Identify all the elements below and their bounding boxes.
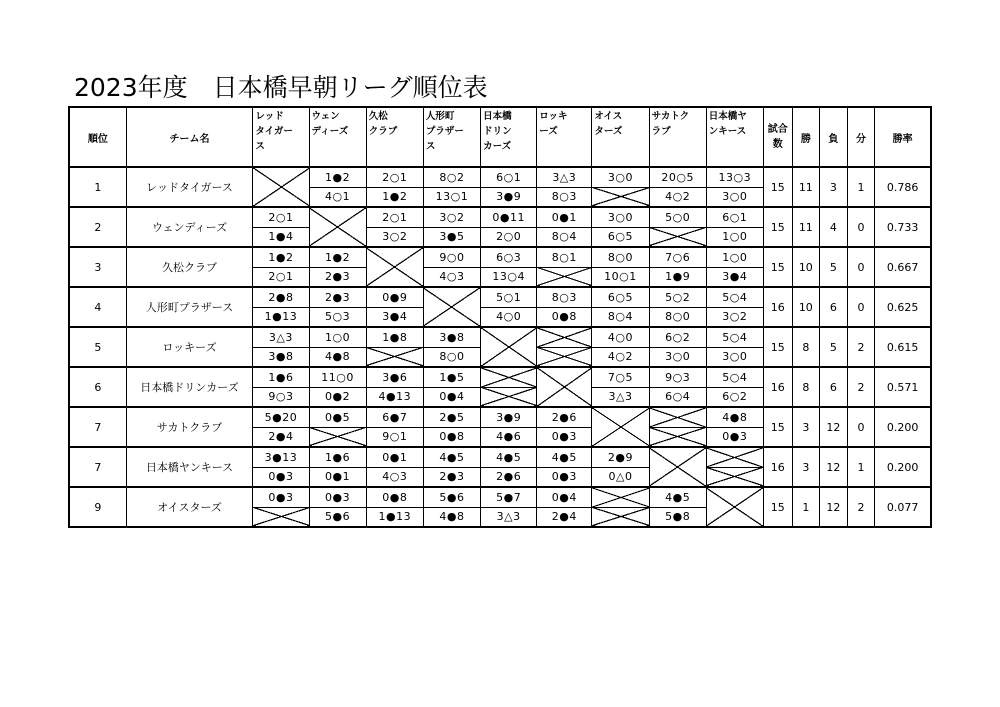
match-result-first: 8○3 (537, 287, 592, 307)
self-match-cell (481, 327, 537, 367)
team-losses: 6 (820, 367, 848, 407)
team-wins: 11 (792, 167, 820, 207)
match-result-second: 4○0 (481, 307, 537, 327)
self-match-cell (592, 407, 649, 447)
match-result-second: 8○4 (537, 227, 592, 247)
header-wins: 勝 (792, 107, 820, 167)
match-result-second: 3●5 (423, 227, 480, 247)
team-rank: 9 (69, 487, 126, 527)
unplayed-match-cell (253, 507, 309, 527)
unplayed-match-cell (481, 367, 537, 387)
team-name: 日本橋ヤンキース (126, 447, 253, 487)
header-games: 試合 数 (763, 107, 792, 167)
match-result-second: 6○5 (592, 227, 649, 247)
team-name: ロッキーズ (126, 327, 253, 367)
match-result-first: 5○4 (706, 287, 763, 307)
unplayed-match-cell (309, 427, 366, 447)
team-games: 15 (763, 207, 792, 247)
match-result-first: 2○1 (253, 207, 309, 227)
team-row-top (69, 287, 931, 307)
header-rank: 順位 (69, 107, 126, 167)
match-result-second: 4○3 (366, 467, 423, 487)
match-result-first: 4●5 (649, 487, 706, 507)
match-result-first: 9○3 (649, 367, 706, 387)
team-losses: 5 (820, 247, 848, 287)
self-match-cell (706, 487, 763, 527)
match-result-first: 0●3 (253, 487, 309, 507)
match-result-second: 3●8 (253, 347, 309, 367)
team-pct: 0.615 (875, 327, 931, 367)
team-draws: 0 (847, 287, 875, 327)
match-result-second: 3△3 (592, 387, 649, 407)
match-result-second: 5●6 (309, 507, 366, 527)
unplayed-match-cell (592, 487, 649, 507)
unplayed-match-cell (649, 427, 706, 447)
match-result-first: 0●5 (309, 407, 366, 427)
team-name: 日本橋ドリンカーズ (126, 367, 253, 407)
self-match-cell (366, 247, 423, 287)
unplayed-match-cell (537, 327, 592, 347)
unplayed-match-cell (649, 407, 706, 427)
team-wins: 8 (792, 367, 820, 407)
team-rank: 7 (69, 447, 126, 487)
self-match-cell (253, 167, 309, 207)
match-result-second: 8○0 (649, 307, 706, 327)
match-result-second: 2●6 (481, 467, 537, 487)
header-opponent-3: 久松 クラブ (366, 107, 423, 167)
team-wins: 1 (792, 487, 820, 527)
match-result-first: 0●8 (366, 487, 423, 507)
match-result-first: 0●3 (309, 487, 366, 507)
header-opponent-4: 人形町 プラザー ス (423, 107, 480, 167)
match-result-second: 3○0 (649, 347, 706, 367)
team-games: 15 (763, 167, 792, 207)
team-pct: 0.786 (875, 167, 931, 207)
team-rank: 4 (69, 287, 126, 327)
match-result-first: 0●1 (366, 447, 423, 467)
match-result-first: 4●5 (481, 447, 537, 467)
team-rank: 7 (69, 407, 126, 447)
match-result-first: 4●8 (706, 407, 763, 427)
match-result-second: 3○2 (366, 227, 423, 247)
match-result-first: 2●5 (423, 407, 480, 427)
team-losses: 6 (820, 287, 848, 327)
match-result-first: 1●2 (253, 247, 309, 267)
team-games: 15 (763, 247, 792, 287)
match-result-first: 1●6 (253, 367, 309, 387)
match-result-first: 3●6 (366, 367, 423, 387)
match-result-first: 6○1 (706, 207, 763, 227)
team-games: 15 (763, 487, 792, 527)
team-name: ウェンディーズ (126, 207, 253, 247)
team-pct: 0.667 (875, 247, 931, 287)
match-result-second: 8○3 (537, 187, 592, 207)
team-draws: 2 (847, 327, 875, 367)
team-wins: 8 (792, 327, 820, 367)
page-title: 2023年度 日本橋早朝リーグ順位表 (74, 73, 488, 102)
self-match-cell (423, 287, 480, 327)
header-opponent-6: ロッキ ーズ (537, 107, 592, 167)
match-result-second: 2●3 (309, 267, 366, 287)
match-result-second: 4○3 (423, 267, 480, 287)
match-result-second: 2●4 (253, 427, 309, 447)
unplayed-match-cell (706, 447, 763, 467)
team-name: 人形町プラザース (126, 287, 253, 327)
match-result-second: 3●9 (481, 187, 537, 207)
match-result-first: 4●5 (423, 447, 480, 467)
team-rank: 3 (69, 247, 126, 287)
match-result-second: 3○0 (706, 187, 763, 207)
match-result-second: 1●2 (366, 187, 423, 207)
match-result-first: 20○5 (649, 167, 706, 187)
match-result-second: 1○0 (706, 227, 763, 247)
match-result-first: 7○6 (649, 247, 706, 267)
team-rank: 6 (69, 367, 126, 407)
team-pct: 0.625 (875, 287, 931, 327)
match-result-first: 3○2 (423, 207, 480, 227)
match-result-first: 3△3 (537, 167, 592, 187)
match-result-first: 0●1 (537, 207, 592, 227)
team-row-top (69, 207, 931, 227)
match-result-first: 8○2 (423, 167, 480, 187)
header-opponent-2: ウェン ディーズ (309, 107, 366, 167)
match-result-first: 9○0 (423, 247, 480, 267)
header-opponent-1: レッド タイガー ス (253, 107, 309, 167)
team-losses: 12 (820, 487, 848, 527)
match-result-first: 6○3 (481, 247, 537, 267)
match-result-second: 2○0 (481, 227, 537, 247)
team-name: サカトクラブ (126, 407, 253, 447)
team-losses: 12 (820, 407, 848, 447)
match-result-first: 2●8 (253, 287, 309, 307)
match-result-second: 0●3 (537, 427, 592, 447)
match-result-second: 0●3 (537, 467, 592, 487)
match-result-first: 0●9 (366, 287, 423, 307)
match-result-first: 1●2 (309, 167, 366, 187)
header-pct: 勝率 (875, 107, 931, 167)
match-result-second: 2●3 (423, 467, 480, 487)
match-result-first: 5○4 (706, 367, 763, 387)
team-losses: 3 (820, 167, 848, 207)
match-result-first: 5○0 (649, 207, 706, 227)
header-opponent-5: 日本橋 ドリン カーズ (481, 107, 537, 167)
self-match-cell (649, 447, 706, 487)
match-result-second: 1●13 (366, 507, 423, 527)
match-result-second: 2○1 (253, 267, 309, 287)
match-result-second: 8○4 (592, 307, 649, 327)
unplayed-match-cell (366, 347, 423, 367)
team-pct: 0.200 (875, 407, 931, 447)
unplayed-match-cell (537, 267, 592, 287)
match-result-first: 4●5 (537, 447, 592, 467)
match-result-first: 4○0 (592, 327, 649, 347)
match-result-second: 8○0 (423, 347, 480, 367)
match-result-first: 3△3 (253, 327, 309, 347)
header-opponent-9: 日本橋ヤ ンキース (706, 107, 763, 167)
team-losses: 5 (820, 327, 848, 367)
team-losses: 12 (820, 447, 848, 487)
match-result-second: 13○1 (423, 187, 480, 207)
match-result-first: 8○0 (592, 247, 649, 267)
team-draws: 0 (847, 407, 875, 447)
match-result-first: 2●3 (309, 287, 366, 307)
match-result-second: 0△0 (592, 467, 649, 487)
match-result-second: 4○2 (592, 347, 649, 367)
match-result-second: 3○2 (706, 307, 763, 327)
team-name: レッドタイガース (126, 167, 253, 207)
team-name: オイスターズ (126, 487, 253, 527)
team-rank: 5 (69, 327, 126, 367)
match-result-second: 0●8 (537, 307, 592, 327)
match-result-first: 1○0 (706, 247, 763, 267)
match-result-second: 2●4 (537, 507, 592, 527)
match-result-first: 6○5 (592, 287, 649, 307)
match-result-first: 3○0 (592, 167, 649, 187)
team-row-top (69, 167, 931, 187)
team-wins: 10 (792, 247, 820, 287)
team-games: 15 (763, 407, 792, 447)
match-result-second: 0●8 (423, 427, 480, 447)
team-row-top (69, 367, 931, 387)
match-result-first: 3●9 (481, 407, 537, 427)
match-result-first: 1●5 (423, 367, 480, 387)
match-result-second: 5○3 (309, 307, 366, 327)
match-result-first: 0●4 (537, 487, 592, 507)
team-pct: 0.571 (875, 367, 931, 407)
match-result-second: 0●4 (423, 387, 480, 407)
match-result-second: 3○0 (706, 347, 763, 367)
team-draws: 1 (847, 167, 875, 207)
match-result-second: 1●13 (253, 307, 309, 327)
team-row-top (69, 407, 931, 427)
match-result-second: 4●8 (423, 507, 480, 527)
match-result-second: 1●4 (253, 227, 309, 247)
match-result-first: 2●9 (592, 447, 649, 467)
match-result-second: 4○2 (649, 187, 706, 207)
team-rank: 2 (69, 207, 126, 247)
match-result-second: 4○1 (309, 187, 366, 207)
match-result-second: 13○4 (481, 267, 537, 287)
match-result-first: 11○0 (309, 367, 366, 387)
team-pct: 0.077 (875, 487, 931, 527)
team-games: 15 (763, 327, 792, 367)
match-result-first: 5●7 (481, 487, 537, 507)
self-match-cell (309, 207, 366, 247)
unplayed-match-cell (537, 347, 592, 367)
match-result-first: 2○1 (366, 207, 423, 227)
team-row-top (69, 447, 931, 467)
team-games: 16 (763, 287, 792, 327)
unplayed-match-cell (649, 227, 706, 247)
match-result-first: 8○1 (537, 247, 592, 267)
match-result-first: 3●13 (253, 447, 309, 467)
team-pct: 0.200 (875, 447, 931, 487)
unplayed-match-cell (592, 187, 649, 207)
match-result-first: 1○0 (309, 327, 366, 347)
header-row (69, 107, 931, 167)
match-result-first: 5●6 (423, 487, 480, 507)
team-row-top (69, 487, 931, 507)
unplayed-match-cell (592, 507, 649, 527)
header-draws: 分 (847, 107, 875, 167)
match-result-first: 1●8 (366, 327, 423, 347)
team-pct: 0.733 (875, 207, 931, 247)
team-wins: 11 (792, 207, 820, 247)
team-name: 久松クラブ (126, 247, 253, 287)
match-result-first: 13○3 (706, 167, 763, 187)
team-draws: 0 (847, 247, 875, 287)
match-result-first: 6○2 (649, 327, 706, 347)
match-result-second: 9○3 (253, 387, 309, 407)
header-losses: 負 (820, 107, 848, 167)
match-result-first: 3●8 (423, 327, 480, 347)
match-result-first: 7○5 (592, 367, 649, 387)
match-result-first: 5○1 (481, 287, 537, 307)
match-result-first: 2●6 (537, 407, 592, 427)
match-result-first: 1●6 (309, 447, 366, 467)
team-wins: 10 (792, 287, 820, 327)
team-games: 16 (763, 367, 792, 407)
match-result-first: 6●7 (366, 407, 423, 427)
team-draws: 2 (847, 487, 875, 527)
match-result-second: 5●8 (649, 507, 706, 527)
match-result-second: 3●4 (706, 267, 763, 287)
self-match-cell (537, 367, 592, 407)
match-result-second: 4●8 (309, 347, 366, 367)
match-result-second: 10○1 (592, 267, 649, 287)
match-result-second: 6○4 (649, 387, 706, 407)
team-draws: 0 (847, 207, 875, 247)
unplayed-match-cell (706, 467, 763, 487)
team-games: 16 (763, 447, 792, 487)
team-row-top (69, 327, 931, 347)
team-draws: 2 (847, 367, 875, 407)
match-result-second: 9○1 (366, 427, 423, 447)
match-result-second: 3●4 (366, 307, 423, 327)
match-result-second: 0●3 (706, 427, 763, 447)
header-team: チーム名 (126, 107, 253, 167)
match-result-first: 2○1 (366, 167, 423, 187)
match-result-second: 4●6 (481, 427, 537, 447)
match-result-second: 1●9 (649, 267, 706, 287)
header-opponent-7: オイス ターズ (592, 107, 649, 167)
team-wins: 3 (792, 407, 820, 447)
team-rank: 1 (69, 167, 126, 207)
match-result-first: 5●20 (253, 407, 309, 427)
team-losses: 4 (820, 207, 848, 247)
match-result-first: 1●2 (309, 247, 366, 267)
team-wins: 3 (792, 447, 820, 487)
match-result-first: 0●11 (481, 207, 537, 227)
match-result-second: 3△3 (481, 507, 537, 527)
match-result-second: 6○2 (706, 387, 763, 407)
team-draws: 1 (847, 447, 875, 487)
standings-table (68, 106, 932, 528)
match-result-second: 0●2 (309, 387, 366, 407)
match-result-first: 5○4 (706, 327, 763, 347)
team-row-top (69, 247, 931, 267)
match-result-first: 5○2 (649, 287, 706, 307)
match-result-second: 0●3 (253, 467, 309, 487)
header-opponent-8: サカトク ラブ (649, 107, 706, 167)
match-result-first: 3○0 (592, 207, 649, 227)
match-result-first: 6○1 (481, 167, 537, 187)
match-result-second: 4●13 (366, 387, 423, 407)
match-result-second: 0●1 (309, 467, 366, 487)
unplayed-match-cell (481, 387, 537, 407)
